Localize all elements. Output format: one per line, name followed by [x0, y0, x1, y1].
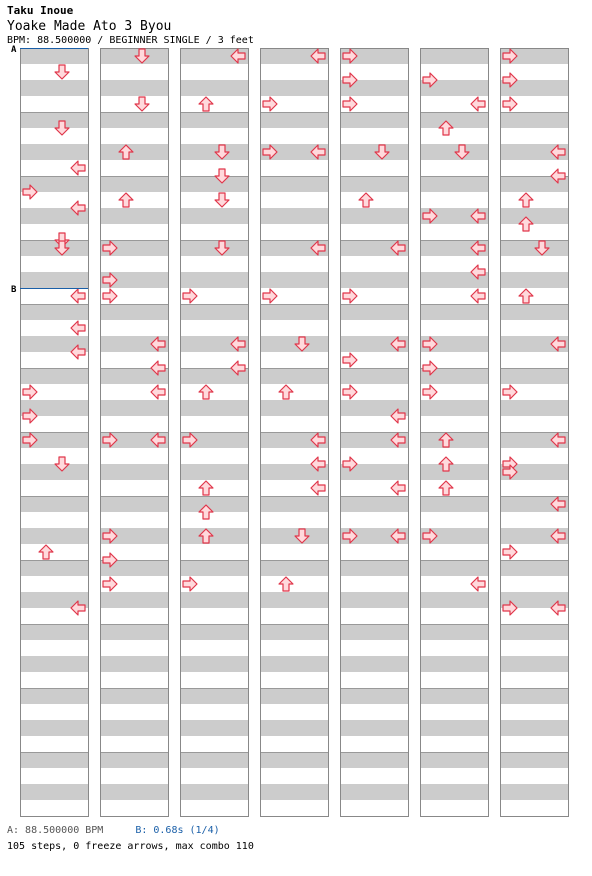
row-band — [341, 272, 408, 288]
row-band — [181, 272, 248, 288]
row-band — [501, 208, 568, 224]
row-band — [21, 272, 88, 288]
row-band — [101, 208, 168, 224]
row-band — [261, 208, 328, 224]
row-band — [21, 144, 88, 160]
row-band — [21, 720, 88, 736]
right-arrow-note — [71, 161, 85, 175]
row-band — [261, 720, 328, 736]
down-arrow-note — [199, 385, 213, 399]
row-band — [21, 656, 88, 672]
row-band — [181, 304, 248, 320]
row-band — [101, 720, 168, 736]
row-band — [181, 176, 248, 192]
row-band — [341, 688, 408, 704]
row-band — [341, 560, 408, 576]
row-band — [421, 784, 488, 800]
down-arrow-note — [119, 193, 133, 207]
row-band — [261, 560, 328, 576]
right-arrow-note — [311, 481, 325, 495]
row-band — [181, 208, 248, 224]
row-band — [261, 112, 328, 128]
row-band — [101, 80, 168, 96]
row-band — [21, 368, 88, 384]
song-title: Yoake Made Ato 3 Byou — [7, 19, 172, 34]
left-arrow-note — [183, 577, 197, 591]
row-band — [501, 656, 568, 672]
row-band — [21, 304, 88, 320]
right-arrow-note — [391, 481, 405, 495]
left-arrow-note — [343, 97, 357, 111]
down-arrow-note — [39, 545, 53, 559]
row-band — [341, 112, 408, 128]
row-band — [181, 656, 248, 672]
row-band — [501, 784, 568, 800]
artist-name: Taku Inoue — [7, 4, 74, 17]
row-band — [421, 560, 488, 576]
down-arrow-note — [199, 97, 213, 111]
row-band — [421, 592, 488, 608]
row-band — [21, 528, 88, 544]
row-band — [101, 400, 168, 416]
left-arrow-note — [503, 545, 517, 559]
row-band — [21, 80, 88, 96]
row-band — [421, 688, 488, 704]
row-band — [181, 752, 248, 768]
row-band — [21, 560, 88, 576]
row-band — [341, 624, 408, 640]
right-arrow-note — [71, 321, 85, 335]
chart-column — [100, 48, 169, 817]
row-band — [181, 496, 248, 512]
row-band — [101, 496, 168, 512]
row-band — [261, 688, 328, 704]
right-arrow-note — [471, 289, 485, 303]
row-band — [261, 752, 328, 768]
down-arrow-note — [519, 193, 533, 207]
row-band — [421, 464, 488, 480]
row-band — [501, 720, 568, 736]
left-arrow-note — [343, 385, 357, 399]
up-arrow-note — [55, 65, 69, 79]
chart-meta: BPM: 88.500000 / BEGINNER SINGLE / 3 feet — [7, 35, 254, 46]
row-band — [101, 784, 168, 800]
row-band — [261, 368, 328, 384]
down-arrow-note — [439, 481, 453, 495]
row-band — [181, 112, 248, 128]
section-marker-label: A — [11, 45, 17, 55]
row-band — [101, 112, 168, 128]
down-arrow-note — [279, 577, 293, 591]
row-band — [181, 592, 248, 608]
down-arrow-note — [279, 385, 293, 399]
row-band — [501, 400, 568, 416]
row-band — [421, 432, 488, 448]
row-band — [421, 176, 488, 192]
chart-column — [260, 48, 329, 817]
chart-column — [500, 48, 569, 817]
row-band — [421, 48, 488, 64]
row-band — [421, 304, 488, 320]
right-arrow-note — [71, 289, 85, 303]
row-band — [181, 624, 248, 640]
row-band — [21, 688, 88, 704]
row-band — [261, 496, 328, 512]
row-band — [21, 464, 88, 480]
left-arrow-note — [103, 577, 117, 591]
row-band — [181, 464, 248, 480]
row-band — [341, 784, 408, 800]
row-band — [501, 272, 568, 288]
row-band — [181, 80, 248, 96]
row-band — [421, 752, 488, 768]
row-band — [501, 624, 568, 640]
row-band — [421, 496, 488, 512]
stop-legend: B: 0.68s (1/4) — [135, 825, 220, 836]
row-band — [341, 656, 408, 672]
row-band — [341, 304, 408, 320]
row-band — [261, 400, 328, 416]
right-arrow-note — [471, 577, 485, 591]
row-band — [101, 144, 168, 160]
row-band — [421, 112, 488, 128]
row-band — [181, 784, 248, 800]
row-band — [501, 688, 568, 704]
up-arrow-note — [215, 193, 229, 207]
row-band — [421, 400, 488, 416]
chart-column — [180, 48, 249, 817]
row-band — [261, 304, 328, 320]
up-arrow-note — [135, 97, 149, 111]
down-arrow-note — [359, 193, 373, 207]
row-band — [501, 752, 568, 768]
row-band — [101, 464, 168, 480]
row-band — [501, 304, 568, 320]
row-band — [341, 176, 408, 192]
row-band — [101, 656, 168, 672]
row-band — [341, 592, 408, 608]
row-band — [421, 720, 488, 736]
row-band — [21, 496, 88, 512]
row-band — [341, 720, 408, 736]
row-band — [181, 400, 248, 416]
left-arrow-note — [503, 385, 517, 399]
row-band — [181, 688, 248, 704]
row-band — [101, 304, 168, 320]
row-band — [101, 688, 168, 704]
row-band — [261, 80, 328, 96]
row-band — [261, 784, 328, 800]
row-band — [101, 592, 168, 608]
left-arrow-note — [423, 385, 437, 399]
row-band — [261, 656, 328, 672]
row-band — [21, 624, 88, 640]
left-arrow-note — [263, 97, 277, 111]
right-arrow-note — [151, 385, 165, 399]
row-band — [501, 112, 568, 128]
row-band — [21, 752, 88, 768]
row-band — [261, 176, 328, 192]
left-arrow-note — [503, 97, 517, 111]
row-band — [101, 624, 168, 640]
chart-stats: 105 steps, 0 freeze arrows, max combo 110 — [7, 841, 254, 852]
row-band — [261, 624, 328, 640]
right-arrow-note — [471, 97, 485, 111]
row-band — [341, 208, 408, 224]
left-arrow-note — [183, 289, 197, 303]
row-band — [341, 496, 408, 512]
down-arrow-note — [199, 481, 213, 495]
row-band — [101, 176, 168, 192]
bpm-legend: A: 88.500000 BPM — [7, 825, 104, 836]
row-band — [341, 752, 408, 768]
row-band — [181, 720, 248, 736]
left-arrow-note — [263, 289, 277, 303]
left-arrow-note — [23, 385, 37, 399]
chart-column — [420, 48, 489, 817]
row-band — [261, 272, 328, 288]
row-band — [421, 656, 488, 672]
down-arrow-note — [519, 289, 533, 303]
row-band — [21, 784, 88, 800]
row-band — [21, 48, 88, 64]
row-band — [501, 368, 568, 384]
row-band — [101, 752, 168, 768]
row-band — [181, 560, 248, 576]
left-arrow-note — [103, 289, 117, 303]
left-arrow-note — [343, 353, 357, 367]
section-marker-label: B — [11, 285, 17, 295]
left-arrow-note — [343, 289, 357, 303]
row-band — [261, 592, 328, 608]
row-band — [181, 528, 248, 544]
row-band — [501, 560, 568, 576]
chart-column — [340, 48, 409, 817]
row-band — [21, 112, 88, 128]
row-band — [421, 624, 488, 640]
row-band — [341, 368, 408, 384]
